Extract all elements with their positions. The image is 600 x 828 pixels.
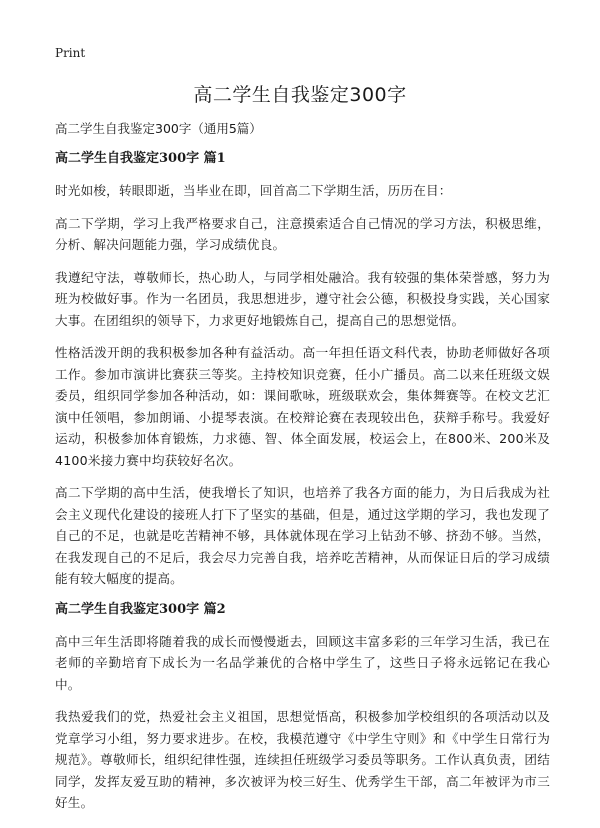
- paragraph: 性格活泼开朗的我积极参加各种有益活动。高一年担任语文科代表，协助老师做好各项工作。参加市演讲比赛获三等奖。主持校知识竞赛，任小广播员。高二以来任班级文娱委员，组织同学参加各种活动，如：课间歌咏，班级联欢会，集体舞赛等。在校文艺汇演中任领唱，参加朗诵、小提琴表演。在校辩论赛在表现较出色，获辩手称号。我爱好运动，积极参加体育锻炼，力求德、智、体全面发展，校运会上，在800米、200米及4100米接力赛中均获较好名次。: [55, 345, 550, 468]
- article-body: [55, 120, 550, 825]
- article-subtitle: 高二学生自我鉴定300字（通用5篇）: [55, 121, 262, 136]
- paragraph: 我热爱我们的党，热爱社会主义祖国，思想觉悟高，积极参加学校组织的各项活动以及党章学习小组，努力要求进步。在校，我模范遵守《中学生守则》和《中学生日常行为规范》。尊敬师长，组织纪律性强，连续担任班级学习委员等职务。工作认真负责，团结同学，发挥友爱互助的精神，多次被评为校三好生、优秀学生干部，高二年被评为市三好生。: [55, 709, 550, 810]
- section-1: [55, 150, 550, 590]
- paragraph: 高中三年生活即将随着我的成长而慢慢逝去，回顾这丰富多彩的三年学习生活，我已在老师的辛勤培育下成长为一名品学兼优的合格中学生了，这些日子将永远铭记在我心中。: [55, 633, 550, 692]
- paragraph: 我遵纪守法，尊敬师长，热心助人，与同学相处融洽。我有较强的集体荣誉感，努力为班为校做好事。作为一名团员，我思想进步，遵守社会公德，积极投身实践，关心国家大事。在团组织的领导下，力求更好地锻炼自己，提高自己的思想觉悟。: [55, 269, 550, 328]
- section-heading: 高二学生自我鉴定300字 篇1: [55, 151, 226, 166]
- paragraph: 高二下学期的高中生活，使我增长了知识，也培养了我各方面的能力，为日后我成为社会主义现代化建设的接班人打下了坚实的基础，但是，通过这学期的学习，我也发现了自己的不足，也就是吃苦精神不够，具体就体现在学习上钻劲不够、挤劲不够。当然，在我发现自己的不足后，我会尽力完善自我，培养吃苦精神，从而保证日后的学习成绩能有较大幅度的提高。: [55, 485, 550, 586]
- page-title: 高二学生自我鉴定300字: [193, 84, 407, 106]
- paragraph: 高二下学期，学习上我严格要求自己，注意摸索适合自己情况的学习方法，积极思维，分析、解决问题能力强，学习成绩优良。: [55, 215, 550, 252]
- section-2: [55, 601, 550, 814]
- print-link[interactable]: Print: [55, 46, 86, 60]
- section-heading: 高二学生自我鉴定300字 篇2: [55, 601, 226, 617]
- paragraph: 时光如梭，转眼即逝，当毕业在即，回首高二下学期生活，历历在目：: [55, 183, 452, 198]
